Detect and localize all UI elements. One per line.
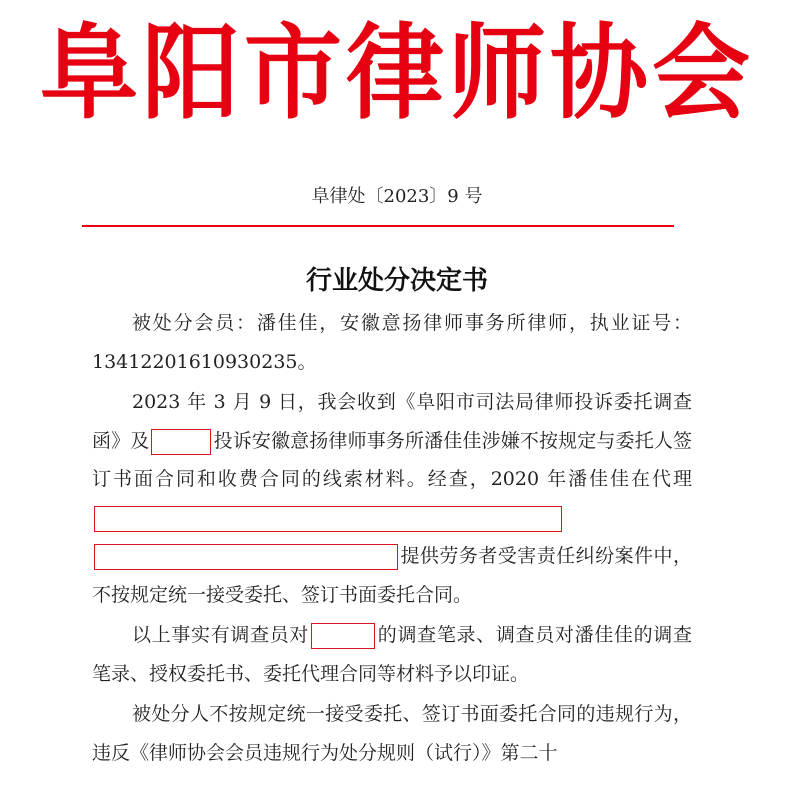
document-title: 行业处分决定书	[305, 266, 488, 296]
header-divider	[82, 225, 674, 227]
redaction-box-complainant	[151, 429, 211, 455]
evidence-text-1: 以上事实有调查员对	[132, 624, 310, 646]
org-masthead: 阜阳市律师协会	[39, 14, 754, 134]
paragraph-respondent: 被处分会员：潘佳佳，安徽意扬律师事务所律师，执业证号：13412201610930235。	[92, 312, 692, 373]
facts-text-3: 提供劳务者受害责任纠纷案件中，不按规定统一接受委托、签订书面委托合同。	[92, 545, 692, 606]
document-number: 阜律处〔2023〕9 号	[311, 186, 483, 207]
document-body	[92, 304, 692, 772]
redaction-box-case-1	[94, 506, 562, 532]
facts-text-2: 投诉安徽意扬律师事务所潘佳佳涉嫌不按规定与委托人签订书面合同和收费合同的线索材料。经查，2020 年潘佳佳在代理	[92, 429, 692, 490]
paragraph-violation: 被处分人不按规定统一接受委托、签订书面委托合同的违规行为，违反《律师协会会员违规行为处分规则（试行）》第二十	[92, 703, 692, 764]
evidence-text-2: 的调查笔录、调查员对潘佳佳的调查笔录、授权委托书、委托代理合同等材料予以印证。	[92, 624, 692, 685]
paragraph-facts	[92, 383, 692, 614]
redaction-box-case-2	[94, 544, 398, 570]
facts-text-1: 2023 年 3 月 9 日，我会收到《阜阳市司法局律师投诉委托调查函》及	[92, 391, 692, 452]
redaction-box-witness	[311, 623, 375, 649]
paragraph-evidence	[92, 616, 692, 693]
